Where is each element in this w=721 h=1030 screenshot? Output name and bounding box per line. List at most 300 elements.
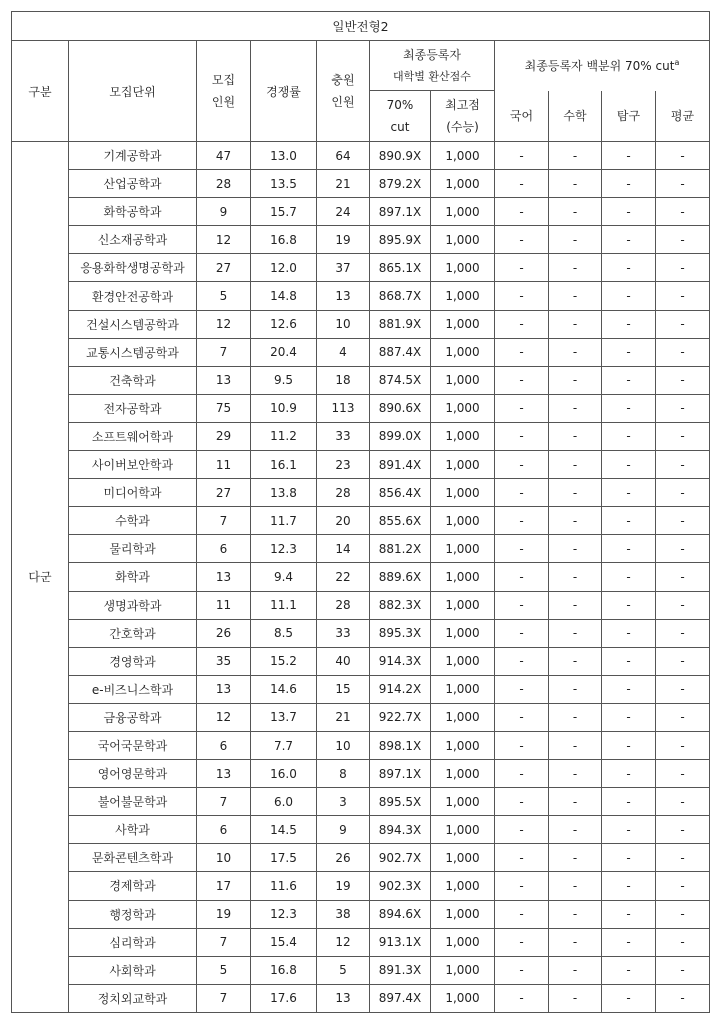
cell-max-score: 1,000 xyxy=(431,844,495,872)
cell-ratio: 12.3 xyxy=(251,900,317,928)
cell-recruit: 47 xyxy=(197,142,251,170)
cell-extra: 21 xyxy=(317,170,370,198)
cell-recruit: 13 xyxy=(197,760,251,788)
cell-math: - xyxy=(549,170,602,198)
cell-extra: 13 xyxy=(317,282,370,310)
cell-korean: - xyxy=(495,142,549,170)
cell-korean: - xyxy=(495,198,549,226)
cell-cut70: 881.9X xyxy=(370,310,431,338)
cell-unit: 미디어학과 xyxy=(69,479,197,507)
cell-inquiry: - xyxy=(602,226,656,254)
cell-extra: 14 xyxy=(317,535,370,563)
cell-math: - xyxy=(549,479,602,507)
cell-korean: - xyxy=(495,563,549,591)
cell-ratio: 15.7 xyxy=(251,198,317,226)
cell-cut70: 902.3X xyxy=(370,872,431,900)
cell-korean: - xyxy=(495,254,549,282)
cell-average: - xyxy=(656,984,710,1012)
cell-math: - xyxy=(549,788,602,816)
cell-unit: 건설시스템공학과 xyxy=(69,310,197,338)
table-row xyxy=(12,535,710,563)
cell-average: - xyxy=(656,142,710,170)
cell-math: - xyxy=(549,816,602,844)
header-cut70-line2: cut xyxy=(390,120,410,134)
cell-ratio: 12.0 xyxy=(251,254,317,282)
cell-inquiry: - xyxy=(602,366,656,394)
cell-korean: - xyxy=(495,788,549,816)
cell-recruit: 6 xyxy=(197,816,251,844)
cell-math: - xyxy=(549,394,602,422)
cell-average: - xyxy=(656,282,710,310)
cell-recruit: 17 xyxy=(197,872,251,900)
table-row xyxy=(12,956,710,984)
cell-inquiry: - xyxy=(602,338,656,366)
cell-cut70: 856.4X xyxy=(370,479,431,507)
cell-ratio: 14.6 xyxy=(251,675,317,703)
header-pct-group-label: 최종등록자 백분위 70% cut xyxy=(524,59,675,74)
header-subject-inquiry: 탐구 xyxy=(602,91,656,142)
header-pct-sup: a xyxy=(674,58,680,68)
cell-korean: - xyxy=(495,591,549,619)
cell-korean: - xyxy=(495,647,549,675)
cell-unit: 전자공학과 xyxy=(69,394,197,422)
cell-inquiry: - xyxy=(602,928,656,956)
cell-recruit: 12 xyxy=(197,703,251,731)
cell-unit: 불어불문학과 xyxy=(69,788,197,816)
cell-math: - xyxy=(549,198,602,226)
cell-ratio: 12.6 xyxy=(251,310,317,338)
cell-max-score: 1,000 xyxy=(431,366,495,394)
cell-cut70: 887.4X xyxy=(370,338,431,366)
cell-korean: - xyxy=(495,675,549,703)
table-row xyxy=(12,226,710,254)
cell-math: - xyxy=(549,619,602,647)
cell-cut70: 914.3X xyxy=(370,647,431,675)
cell-extra: 13 xyxy=(317,984,370,1012)
table-row xyxy=(12,591,710,619)
cell-extra: 28 xyxy=(317,591,370,619)
cell-cut70: 913.1X xyxy=(370,928,431,956)
table-row xyxy=(12,142,710,170)
cell-unit: 소프트웨어학과 xyxy=(69,422,197,450)
cell-extra: 18 xyxy=(317,366,370,394)
cell-max-score: 1,000 xyxy=(431,282,495,310)
cell-math: - xyxy=(549,956,602,984)
cell-average: - xyxy=(656,170,710,198)
cell-inquiry: - xyxy=(602,844,656,872)
table-row xyxy=(12,647,710,675)
table-row xyxy=(12,394,710,422)
cell-max-score: 1,000 xyxy=(431,760,495,788)
cell-ratio: 12.3 xyxy=(251,535,317,563)
cell-extra: 33 xyxy=(317,422,370,450)
cell-unit: 심리학과 xyxy=(69,928,197,956)
cell-math: - xyxy=(549,535,602,563)
cell-extra: 8 xyxy=(317,760,370,788)
cell-recruit: 11 xyxy=(197,591,251,619)
cell-korean: - xyxy=(495,619,549,647)
cell-average: - xyxy=(656,956,710,984)
cell-math: - xyxy=(549,675,602,703)
table-row xyxy=(12,563,710,591)
table-row xyxy=(12,366,710,394)
cell-math: - xyxy=(549,900,602,928)
header-recruit-line2: 인원 xyxy=(211,95,236,109)
cell-unit: 화학과 xyxy=(69,563,197,591)
cell-recruit: 75 xyxy=(197,394,251,422)
cell-recruit: 6 xyxy=(197,535,251,563)
cell-cut70: 891.3X xyxy=(370,956,431,984)
cell-korean: - xyxy=(495,703,549,731)
cell-max-score: 1,000 xyxy=(431,900,495,928)
cell-cut70: 895.5X xyxy=(370,788,431,816)
cell-inquiry: - xyxy=(602,703,656,731)
cell-inquiry: - xyxy=(602,872,656,900)
cell-cut70: 897.1X xyxy=(370,198,431,226)
cell-ratio: 14.5 xyxy=(251,816,317,844)
cell-inquiry: - xyxy=(602,451,656,479)
cell-inquiry: - xyxy=(602,619,656,647)
cell-max-score: 1,000 xyxy=(431,394,495,422)
cell-math: - xyxy=(549,844,602,872)
cell-recruit: 10 xyxy=(197,844,251,872)
cell-extra: 4 xyxy=(317,338,370,366)
cell-unit: 정치외교학과 xyxy=(69,984,197,1012)
cell-ratio: 11.7 xyxy=(251,507,317,535)
cell-average: - xyxy=(656,451,710,479)
cell-unit: 간호학과 xyxy=(69,619,197,647)
cell-extra: 26 xyxy=(317,844,370,872)
cell-max-score: 1,000 xyxy=(431,984,495,1012)
cell-average: - xyxy=(656,338,710,366)
cell-average: - xyxy=(656,844,710,872)
cell-extra: 21 xyxy=(317,703,370,731)
header-extra-line1: 충원 xyxy=(331,73,355,87)
cell-korean: - xyxy=(495,984,549,1012)
table-row xyxy=(12,507,710,535)
cell-korean: - xyxy=(495,170,549,198)
header-gubun: 구분 xyxy=(12,41,69,142)
cell-unit: 응용화학생명공학과 xyxy=(69,254,197,282)
cell-inquiry: - xyxy=(602,591,656,619)
cell-average: - xyxy=(656,788,710,816)
cell-extra: 28 xyxy=(317,479,370,507)
cell-unit: e-비즈니스학과 xyxy=(69,675,197,703)
cell-max-score: 1,000 xyxy=(431,338,495,366)
cell-recruit: 19 xyxy=(197,900,251,928)
cell-average: - xyxy=(656,535,710,563)
cell-unit: 수학과 xyxy=(69,507,197,535)
cell-korean: - xyxy=(495,338,549,366)
cell-extra: 10 xyxy=(317,731,370,759)
cell-unit: 영어영문학과 xyxy=(69,760,197,788)
cell-korean: - xyxy=(495,282,549,310)
table-row xyxy=(12,479,710,507)
cell-math: - xyxy=(549,451,602,479)
table-row xyxy=(12,310,710,338)
cell-math: - xyxy=(549,422,602,450)
cell-unit: 기계공학과 xyxy=(69,142,197,170)
cell-average: - xyxy=(656,872,710,900)
cell-max-score: 1,000 xyxy=(431,198,495,226)
cell-inquiry: - xyxy=(602,282,656,310)
cell-inquiry: - xyxy=(602,535,656,563)
cell-extra: 19 xyxy=(317,872,370,900)
cell-inquiry: - xyxy=(602,394,656,422)
table-row xyxy=(12,619,710,647)
cell-ratio: 7.7 xyxy=(251,731,317,759)
cell-extra: 22 xyxy=(317,563,370,591)
header-score-group-line2: 대학별 환산점수 xyxy=(393,69,471,83)
cell-average: - xyxy=(656,310,710,338)
header-subject-korean: 국어 xyxy=(495,91,549,142)
cell-cut70: 898.1X xyxy=(370,731,431,759)
cell-inquiry: - xyxy=(602,422,656,450)
cell-math: - xyxy=(549,563,602,591)
cell-extra: 64 xyxy=(317,142,370,170)
header-unit: 모집단위 xyxy=(69,41,197,142)
cell-inquiry: - xyxy=(602,310,656,338)
table-row xyxy=(12,816,710,844)
cell-extra: 10 xyxy=(317,310,370,338)
cell-ratio: 9.4 xyxy=(251,563,317,591)
header-cut70 xyxy=(370,91,431,142)
cell-korean: - xyxy=(495,226,549,254)
cell-max-score: 1,000 xyxy=(431,816,495,844)
cell-average: - xyxy=(656,900,710,928)
cell-cut70: 882.3X xyxy=(370,591,431,619)
cell-cut70: 897.4X xyxy=(370,984,431,1012)
cell-average: - xyxy=(656,816,710,844)
cell-cut70: 855.6X xyxy=(370,507,431,535)
header-max-score xyxy=(431,91,495,142)
table-row xyxy=(12,675,710,703)
table-row xyxy=(12,451,710,479)
cell-extra: 24 xyxy=(317,198,370,226)
cell-korean: - xyxy=(495,844,549,872)
cell-extra: 37 xyxy=(317,254,370,282)
cell-korean: - xyxy=(495,760,549,788)
cell-max-score: 1,000 xyxy=(431,170,495,198)
header-extra xyxy=(317,41,370,142)
cell-max-score: 1,000 xyxy=(431,647,495,675)
cell-cut70: 874.5X xyxy=(370,366,431,394)
cell-unit: 국어국문학과 xyxy=(69,731,197,759)
cell-extra: 20 xyxy=(317,507,370,535)
table-title: 일반전형2 xyxy=(12,12,710,41)
cell-max-score: 1,000 xyxy=(431,479,495,507)
cell-unit: 건축학과 xyxy=(69,366,197,394)
cell-recruit: 28 xyxy=(197,170,251,198)
header-score-group-line1: 최종등록자 xyxy=(403,47,461,62)
group-label: 다군 xyxy=(12,142,69,1013)
cell-max-score: 1,000 xyxy=(431,619,495,647)
cell-average: - xyxy=(656,563,710,591)
table-body xyxy=(12,142,710,1013)
cell-extra: 19 xyxy=(317,226,370,254)
header-subject-average: 평균 xyxy=(656,91,710,142)
header-max-score-line2: (수능) xyxy=(446,120,479,134)
cell-korean: - xyxy=(495,507,549,535)
cell-math: - xyxy=(549,142,602,170)
table-row xyxy=(12,928,710,956)
cell-ratio: 13.5 xyxy=(251,170,317,198)
cell-inquiry: - xyxy=(602,788,656,816)
cell-inquiry: - xyxy=(602,675,656,703)
cell-max-score: 1,000 xyxy=(431,956,495,984)
cell-math: - xyxy=(549,507,602,535)
cell-inquiry: - xyxy=(602,563,656,591)
cell-inquiry: - xyxy=(602,984,656,1012)
cell-ratio: 13.7 xyxy=(251,703,317,731)
cell-unit: 사학과 xyxy=(69,816,197,844)
cell-extra: 3 xyxy=(317,788,370,816)
cell-inquiry: - xyxy=(602,507,656,535)
cell-extra: 33 xyxy=(317,619,370,647)
cell-math: - xyxy=(549,282,602,310)
cell-ratio: 17.6 xyxy=(251,984,317,1012)
cell-average: - xyxy=(656,591,710,619)
cell-cut70: 891.4X xyxy=(370,451,431,479)
cell-max-score: 1,000 xyxy=(431,451,495,479)
cell-inquiry: - xyxy=(602,760,656,788)
header-recruit-line1: 모집 xyxy=(211,73,236,87)
cell-cut70: 865.1X xyxy=(370,254,431,282)
cell-cut70: 881.2X xyxy=(370,535,431,563)
cell-cut70: 914.2X xyxy=(370,675,431,703)
cell-extra: 23 xyxy=(317,451,370,479)
cell-recruit: 5 xyxy=(197,282,251,310)
cell-average: - xyxy=(656,507,710,535)
cell-math: - xyxy=(549,366,602,394)
cell-recruit: 7 xyxy=(197,984,251,1012)
cell-ratio: 8.5 xyxy=(251,619,317,647)
cell-math: - xyxy=(549,731,602,759)
table-row xyxy=(12,198,710,226)
cell-korean: - xyxy=(495,731,549,759)
cell-cut70: 890.9X xyxy=(370,142,431,170)
table-row xyxy=(12,703,710,731)
admissions-table xyxy=(11,11,710,1013)
cell-ratio: 6.0 xyxy=(251,788,317,816)
cell-math: - xyxy=(549,872,602,900)
cell-korean: - xyxy=(495,366,549,394)
cell-average: - xyxy=(656,254,710,282)
cell-math: - xyxy=(549,338,602,366)
cell-max-score: 1,000 xyxy=(431,254,495,282)
cell-cut70: 890.6X xyxy=(370,394,431,422)
cell-recruit: 11 xyxy=(197,451,251,479)
table-row xyxy=(12,984,710,1012)
cell-extra: 9 xyxy=(317,816,370,844)
cell-recruit: 5 xyxy=(197,956,251,984)
table-row xyxy=(12,872,710,900)
cell-ratio: 9.5 xyxy=(251,366,317,394)
cell-ratio: 20.4 xyxy=(251,338,317,366)
cell-extra: 15 xyxy=(317,675,370,703)
cell-unit: 사회학과 xyxy=(69,956,197,984)
cell-korean: - xyxy=(495,479,549,507)
cell-ratio: 17.5 xyxy=(251,844,317,872)
header-pct-group xyxy=(495,41,710,91)
cell-max-score: 1,000 xyxy=(431,928,495,956)
cell-ratio: 14.8 xyxy=(251,282,317,310)
cell-ratio: 16.1 xyxy=(251,451,317,479)
table-row xyxy=(12,760,710,788)
cell-unit: 교통시스템공학과 xyxy=(69,338,197,366)
cell-inquiry: - xyxy=(602,816,656,844)
cell-unit: 환경안전공학과 xyxy=(69,282,197,310)
header-score-group xyxy=(370,41,495,91)
cell-inquiry: - xyxy=(602,170,656,198)
cell-recruit: 35 xyxy=(197,647,251,675)
table-row xyxy=(12,338,710,366)
cell-unit: 행정학과 xyxy=(69,900,197,928)
cell-average: - xyxy=(656,675,710,703)
header-subject-math: 수학 xyxy=(549,91,602,142)
cell-average: - xyxy=(656,647,710,675)
cell-ratio: 16.0 xyxy=(251,760,317,788)
cell-unit: 경제학과 xyxy=(69,872,197,900)
cell-average: - xyxy=(656,198,710,226)
cell-max-score: 1,000 xyxy=(431,872,495,900)
cell-inquiry: - xyxy=(602,956,656,984)
header-max-score-line1: 최고점 xyxy=(445,98,480,112)
cell-cut70: 894.6X xyxy=(370,900,431,928)
cell-recruit: 13 xyxy=(197,563,251,591)
cell-cut70: 895.9X xyxy=(370,226,431,254)
cell-max-score: 1,000 xyxy=(431,703,495,731)
cell-max-score: 1,000 xyxy=(431,422,495,450)
cell-max-score: 1,000 xyxy=(431,226,495,254)
cell-ratio: 11.2 xyxy=(251,422,317,450)
cell-korean: - xyxy=(495,535,549,563)
cell-recruit: 29 xyxy=(197,422,251,450)
cell-ratio: 13.8 xyxy=(251,479,317,507)
cell-inquiry: - xyxy=(602,647,656,675)
cell-average: - xyxy=(656,394,710,422)
cell-math: - xyxy=(549,928,602,956)
cell-ratio: 15.4 xyxy=(251,928,317,956)
cell-ratio: 10.9 xyxy=(251,394,317,422)
cell-recruit: 9 xyxy=(197,198,251,226)
cell-average: - xyxy=(656,760,710,788)
cell-ratio: 15.2 xyxy=(251,647,317,675)
cell-recruit: 7 xyxy=(197,788,251,816)
cell-max-score: 1,000 xyxy=(431,310,495,338)
cell-ratio: 11.6 xyxy=(251,872,317,900)
cell-cut70: 922.7X xyxy=(370,703,431,731)
cell-recruit: 27 xyxy=(197,479,251,507)
cell-recruit: 6 xyxy=(197,731,251,759)
cell-extra: 40 xyxy=(317,647,370,675)
header-cut70-line1: 70% xyxy=(386,98,414,112)
cell-korean: - xyxy=(495,928,549,956)
cell-inquiry: - xyxy=(602,142,656,170)
cell-math: - xyxy=(549,760,602,788)
cell-inquiry: - xyxy=(602,198,656,226)
cell-recruit: 7 xyxy=(197,928,251,956)
table-row xyxy=(12,254,710,282)
cell-cut70: 889.6X xyxy=(370,563,431,591)
cell-korean: - xyxy=(495,872,549,900)
cell-cut70: 897.1X xyxy=(370,760,431,788)
cell-average: - xyxy=(656,479,710,507)
cell-math: - xyxy=(549,984,602,1012)
cell-math: - xyxy=(549,591,602,619)
cell-cut70: 868.7X xyxy=(370,282,431,310)
admissions-table-container xyxy=(11,11,710,1013)
